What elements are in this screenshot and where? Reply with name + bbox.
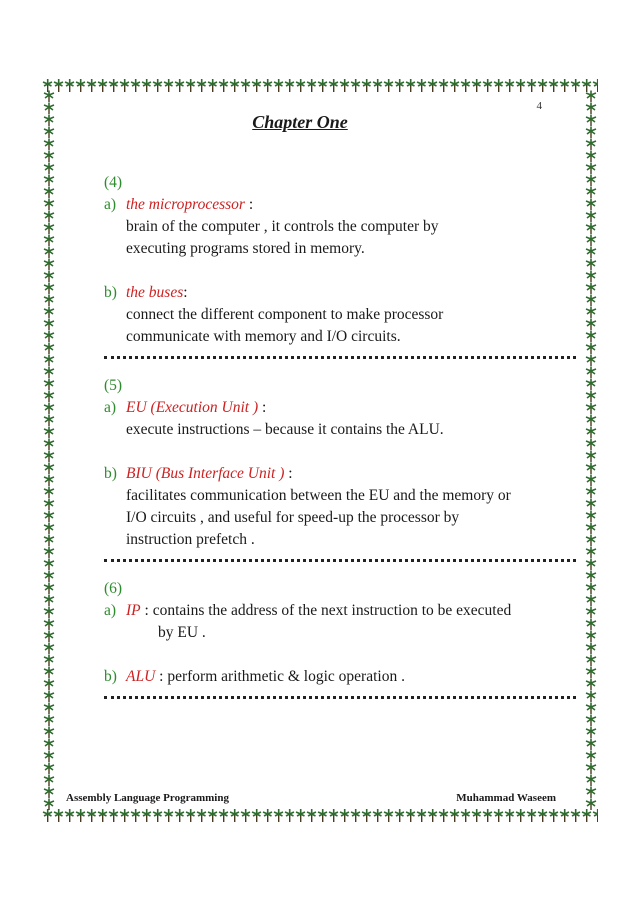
item-body-line: facilitates communication between the EU and the memory or bbox=[126, 487, 511, 504]
item-body-line: executing programs stored in memory. bbox=[126, 240, 365, 257]
item-body-line: brain of the computer , it controls the computer by bbox=[126, 218, 439, 235]
item-label: a) bbox=[104, 399, 117, 416]
palm-border-left bbox=[42, 90, 56, 810]
list-item bbox=[104, 397, 574, 419]
list-item bbox=[104, 282, 574, 304]
list-item bbox=[104, 194, 574, 216]
palm-border-right bbox=[584, 90, 598, 810]
footer-right: Muhammad Waseem bbox=[456, 792, 556, 804]
section-5 bbox=[104, 375, 574, 551]
dotted-separator bbox=[104, 356, 576, 359]
term: ALU bbox=[126, 668, 156, 685]
item-label: b) bbox=[104, 465, 117, 482]
term-separator: : bbox=[258, 399, 267, 416]
section-number: (6) bbox=[104, 580, 123, 597]
item-label: a) bbox=[104, 602, 117, 619]
list-item bbox=[104, 463, 574, 485]
dotted-separator bbox=[104, 559, 576, 562]
section-4 bbox=[104, 172, 574, 348]
term-separator: : bbox=[284, 465, 293, 482]
palm-tree-icon bbox=[42, 808, 598, 822]
footer-left: Assembly Language Programming bbox=[66, 792, 229, 804]
item-body-line: instruction prefetch . bbox=[126, 531, 255, 548]
chapter-title: Chapter One bbox=[252, 112, 348, 132]
term: IP bbox=[126, 602, 141, 619]
palm-tree-icon bbox=[42, 78, 598, 92]
item-body-line: connect the different component to make processor bbox=[126, 306, 444, 323]
term-description: : contains the address of the next instruction to be executed bbox=[140, 602, 512, 619]
item-body-line: execute instructions – because it contains the ALU. bbox=[126, 421, 444, 438]
dotted-separator bbox=[104, 696, 576, 699]
term-separator: : bbox=[244, 196, 254, 213]
list-item bbox=[104, 666, 574, 688]
content bbox=[104, 172, 574, 715]
term-description: : perform arithmetic & logic operation . bbox=[155, 668, 405, 685]
section-number: (5) bbox=[104, 377, 123, 394]
item-body-line: I/O circuits , and useful for speed-up the processor by bbox=[126, 509, 460, 526]
term: BIU (Bus Interface Unit ) bbox=[126, 465, 285, 482]
item-label: a) bbox=[104, 196, 117, 213]
item-body-line: communicate with memory and I/O circuits. bbox=[126, 328, 401, 345]
term: the microprocessor bbox=[126, 196, 245, 213]
list-item bbox=[104, 600, 574, 622]
term-separator: : bbox=[183, 284, 188, 301]
palm-border-bottom bbox=[42, 808, 598, 822]
term: EU (Execution Unit ) bbox=[126, 399, 259, 416]
section-6 bbox=[104, 578, 574, 688]
term: the buses bbox=[126, 284, 184, 301]
palm-tree-icon bbox=[584, 90, 598, 810]
palm-border-top bbox=[42, 78, 598, 92]
item-continuation: by EU . bbox=[158, 624, 206, 641]
page-footer bbox=[66, 792, 556, 804]
section-number: (4) bbox=[104, 174, 123, 191]
page-number: 4 bbox=[536, 100, 542, 112]
item-label: b) bbox=[104, 668, 117, 685]
item-label: b) bbox=[104, 284, 117, 301]
palm-tree-icon bbox=[42, 90, 56, 810]
